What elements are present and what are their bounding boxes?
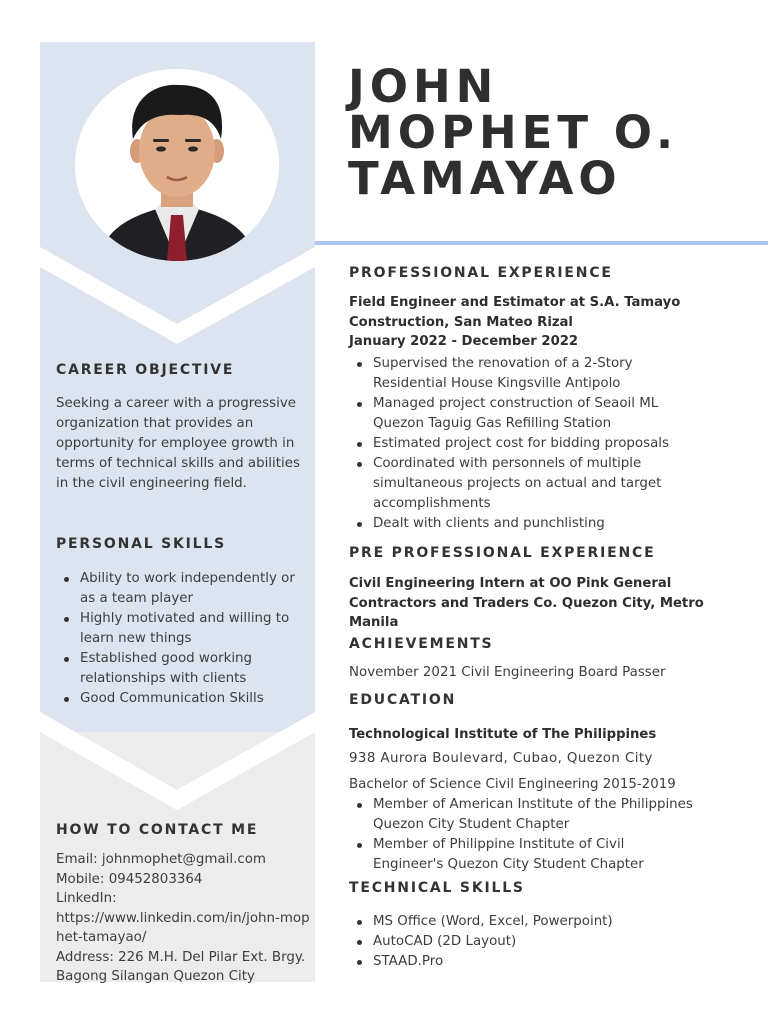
- name-line-3: TAMAYAO: [348, 152, 622, 205]
- career-objective-text: Seeking a career with a progressive organization that provides an opportunity for employee growth in terms of technical skills and abilities in the civil engineering field.: [56, 396, 300, 491]
- contact-email[interactable]: Email: johnmophet@gmail.com: [56, 852, 266, 867]
- education-list: [349, 795, 694, 875]
- list-item: Managed project construction of Seaoil ML Quezon Taguig Gas Refilling Station: [349, 394, 709, 434]
- name-line-2: MOPHET O.: [348, 106, 679, 159]
- list-item: Coordinated with personnels of multiple simultaneous projects on actual and target accomplishments: [349, 454, 709, 514]
- contact-heading: HOW TO CONTACT ME: [56, 822, 259, 838]
- list-item: Dealt with clients and punchlisting: [349, 514, 709, 534]
- list-item: Estimated project cost for bidding proposals: [349, 434, 709, 454]
- chevron-bottom: [40, 712, 315, 810]
- list-item: MS Office (Word, Excel, Powerpoint): [349, 912, 729, 932]
- list-item: Supervised the renovation of a 2-Story Residential House Kingsville Antipolo: [349, 354, 709, 394]
- contact-linkedin-label: LinkedIn:: [56, 891, 117, 906]
- list-item: Established good working relationships with clients: [56, 649, 308, 689]
- contact-address: Address: 226 M.H. Del Pilar Ext. Brgy. Bagong Silangan Quezon City: [56, 949, 306, 984]
- technical-skills-list: [349, 912, 729, 972]
- intern-title-line-1: Civil Engineering Intern at OO Pink General: [349, 576, 672, 591]
- list-item: Member of American Institute of the Philippines Quezon City Student Chapter: [349, 795, 694, 835]
- job-dates: January 2022 - December 2022: [349, 334, 579, 349]
- pre-professional-experience-title: [349, 574, 759, 633]
- contact-mobile: Mobile: 09452803364: [56, 871, 203, 887]
- job-title-line-1: Field Engineer and Estimator at S.A. Tamayo: [349, 295, 681, 310]
- education-degree: Bachelor of Science Civil Engineering 2015-2019: [349, 777, 676, 792]
- list-item: Highly motivated and willing to learn new things: [56, 609, 308, 649]
- achievements-heading: ACHIEVEMENTS: [349, 636, 494, 652]
- candidate-name: [348, 60, 679, 205]
- header-divider: [315, 241, 768, 245]
- pre-professional-experience-heading: PRE PROFESSIONAL EXPERIENCE: [349, 545, 656, 561]
- professional-experience-list: [349, 354, 709, 534]
- intern-title-line-2: Contractors and Traders Co. Quezon City, Metro: [349, 595, 704, 611]
- list-item: Good Communication Skills: [56, 689, 308, 709]
- list-item: STAAD.Pro: [349, 952, 729, 972]
- achievements-text: November 2021 Civil Engineering Board Passer: [349, 665, 666, 680]
- technical-skills-heading: TECHNICAL SKILLS: [349, 880, 525, 896]
- personal-skills-heading: PERSONAL SKILLS: [56, 536, 227, 552]
- personal-skills-list: [56, 569, 308, 709]
- chevron-top: [40, 247, 315, 344]
- list-item: AutoCAD (2D Layout): [349, 932, 729, 952]
- professional-experience-heading: PROFESSIONAL EXPERIENCE: [349, 265, 613, 281]
- profile-photo: [75, 69, 279, 261]
- name-line-1: JOHN: [348, 60, 499, 113]
- avatar-illustration: [75, 69, 279, 261]
- career-objective-heading: CAREER OBJECTIVE: [56, 362, 235, 378]
- education-school: Technological Institute of The Philippines: [349, 727, 657, 742]
- education-heading: EDUCATION: [349, 692, 457, 708]
- intern-title-line-3: Manila: [349, 615, 399, 630]
- contact-linkedin-link[interactable]: https://www.linkedin.com/in/john-mophet-tamayao/: [56, 910, 310, 945]
- contact-details: [56, 850, 318, 987]
- job-title-line-2: Construction, San Mateo Rizal: [349, 314, 573, 330]
- education-address: 938 Aurora Boulevard, Cubao, Quezon City: [349, 751, 653, 766]
- list-item: Member of Philippine Institute of Civil Engineer's Quezon City Student Chapter: [349, 835, 694, 875]
- list-item: Ability to work independently or as a team player: [56, 569, 308, 609]
- professional-experience-title: [349, 293, 749, 352]
